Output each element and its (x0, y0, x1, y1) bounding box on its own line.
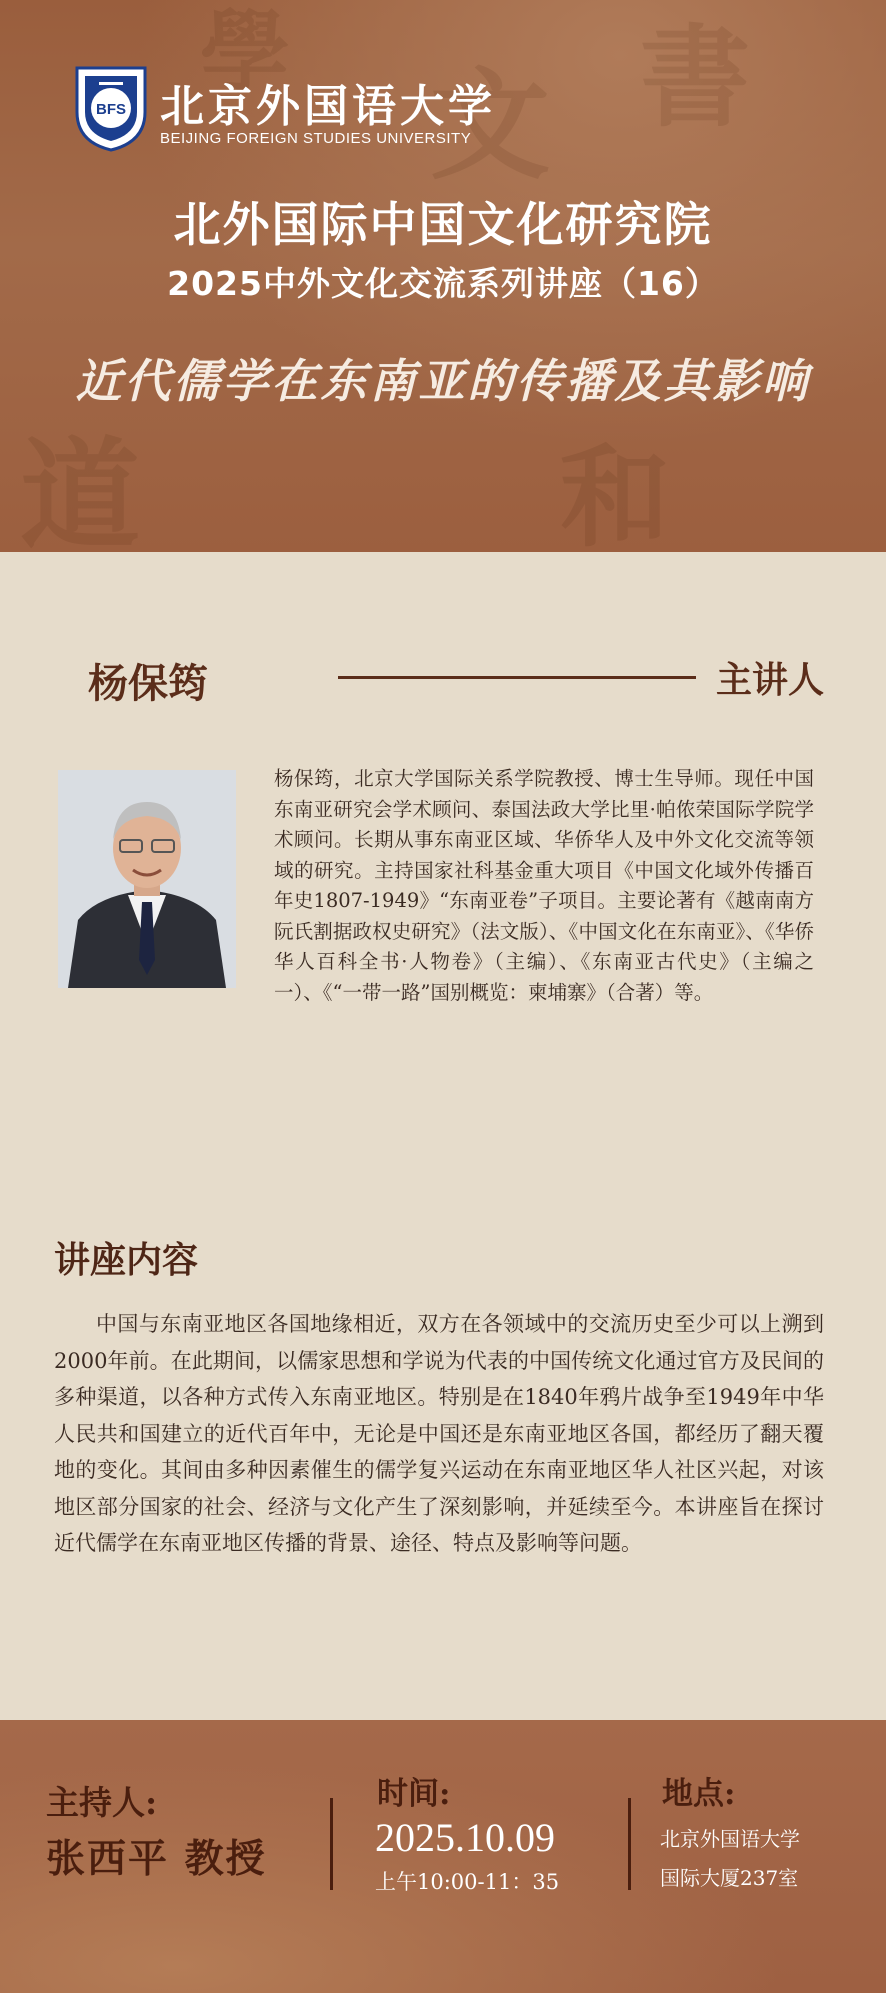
university-logo-icon (73, 62, 149, 152)
host-name: 张西平 教授 (46, 1836, 267, 1882)
university-name-cn: 北京外国语大学 (160, 81, 496, 132)
calligraphy-background-decor: 和 (560, 433, 670, 562)
lecture-content-heading: 讲座内容 (54, 1239, 199, 1281)
calligraphy-background-decor: 道 (20, 425, 140, 566)
institute-title: 北外国际中国文化研究院 (173, 198, 713, 253)
calligraphy-background-decor: 書 (640, 13, 750, 142)
footer-divider (330, 1798, 333, 1890)
place-line-1: 北京外国语大学 (660, 1827, 800, 1851)
speaker-bio: 杨保筠，北京大学国际关系学院教授、博士生导师。现任中国东南亚研究会学术顾问、泰国法政大学比里·帕侬荣国际学院学术顾问。长期从事东南亚区域、华侨华人及中外文化交流等领域的研究。主持国家社科基金重大项目《中国文化域外传播百年史1807-1949》“东南亚卷”子项目。主要论著有《越南南方阮氏割据政权史研究》（法文版）、《中国文化在东南亚》、《华侨华人百科全书·人物卷》（主编）、《东南亚古代史》（主编之一）、《“一带一路”国别概览：柬埔寨》（合著）等。 (274, 767, 814, 1004)
lecture-topic: 近代儒学在东南亚的传播及其影响 (75, 354, 811, 408)
speaker-photo (58, 770, 236, 988)
event-date: 2025.10.09 (375, 1815, 555, 1860)
calligraphy-background-decor: 學 (200, 0, 290, 106)
series-title: 2025中外文化交流系列讲座（16） (167, 264, 719, 303)
speaker-name: 杨保筠 (88, 660, 208, 707)
speaker-role-label: 主讲人 (716, 659, 825, 701)
header-banner (0, 0, 886, 566)
place-label: 地点: (662, 1776, 736, 1812)
host-label: 主持人: (46, 1783, 158, 1822)
footer-divider (628, 1798, 631, 1890)
lecture-content-body: 中国与东南亚地区各国地缘相近，双方在各领域中的交流历史至少可以上溯到2000年前。在此期间，以儒家思想和学说为代表的中国传统文化通过官方及民间的多种渠道，以各种方式传入东南亚地区。特别是在1840年鸦片战争至1949年中华人民共和国建立的近代百年中，无论是中国还是东南亚地区各国，都经历了翻天覆地的变化。其间由多种因素催生的儒学复兴运动在东南亚地区华人社区兴起，对该地区部分国家的社会、经济与文化产生了深刻影响，并延续至今。本讲座旨在探讨近代儒学在东南亚地区传播的背景、途径、特点及影响等问题。 (54, 1312, 824, 1555)
logo-text: BFS (96, 101, 126, 118)
place-line-2: 国际大厦237室 (660, 1866, 799, 1890)
speaker-portrait-icon (58, 770, 236, 988)
event-time: 上午10:00-11：35 (375, 1870, 560, 1894)
footer-info-bar (0, 1720, 886, 1993)
time-label: 时间: (377, 1776, 451, 1812)
speaker-divider-line (338, 676, 696, 679)
calligraphy-background-decor: 文 (430, 55, 550, 196)
university-name-en: BEIJING FOREIGN STUDIES UNIVERSITY (160, 130, 472, 147)
